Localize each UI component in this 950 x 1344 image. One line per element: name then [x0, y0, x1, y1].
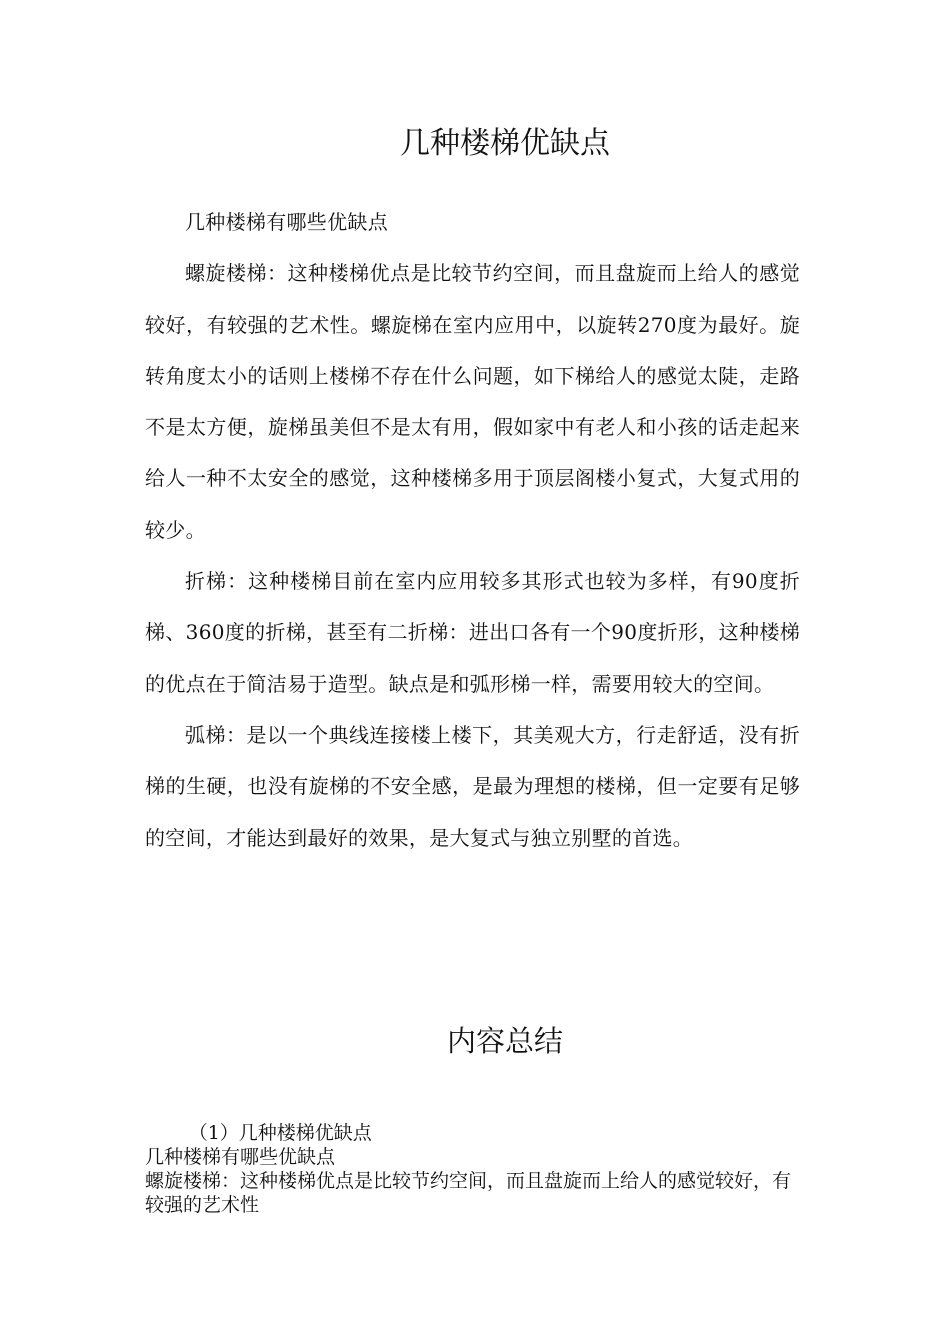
paragraph-curved-stairs: 弧梯：是以一个典线连接楼上楼下，其美观大方，行走舒适，没有折梯的生硬，也没有旋梯的不安全感，是最为理想的楼梯，但一定要有足够的空间，才能达到最好的效果，是大复式与独立别墅的首选。 [145, 722, 800, 850]
summary-line-2: 几种楼梯有哪些优缺点 [145, 1146, 336, 1168]
page-title: 几种楼梯优缺点 [400, 126, 610, 161]
summary-section [145, 1121, 800, 1217]
paragraph-spiral-stairs: 螺旋楼梯：这种楼梯优点是比较节约空间，而且盘旋而上给人的感觉较好，有较强的艺术性。螺旋梯在室内应用中，以旋转270度为最好。旋转角度太小的话则上楼梯不存在什么问题，如下梯给人的感觉太陡，走路不是太方便，旋梯虽美但不是太有用，假如家中有老人和小孩的话走起来给人一种不太安全的感觉，这种楼梯多用于顶层阁楼小复式，大复式用的较少。 [145, 261, 800, 542]
paragraph-intro: 几种楼梯有哪些优缺点 [185, 210, 388, 234]
document-body [145, 197, 800, 864]
summary-line-1: （1）几种楼梯优缺点 [188, 1122, 372, 1144]
summary-title: 内容总结 [446, 1024, 563, 1058]
paragraph-folding-stairs: 折梯：这种楼梯目前在室内应用较多其形式也较为多样，有90度折梯、360度的折梯，甚至有二折梯：进出口各有一个90度折形，这种楼梯的优点在于简洁易于造型。缺点是和弧形梯一样，需要用较大的空间。 [145, 569, 800, 696]
summary-line-3: 螺旋楼梯：这种楼梯优点是比较节约空间，而且盘旋而上给人的感觉较好，有较强的艺术性 [145, 1170, 792, 1216]
